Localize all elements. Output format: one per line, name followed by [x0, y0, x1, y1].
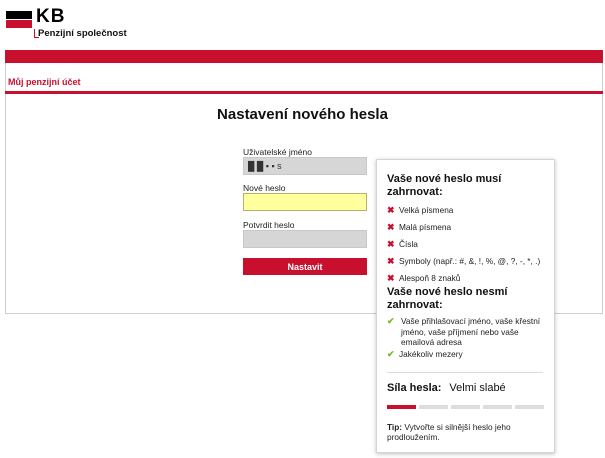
- tip-text: Vytvořte si silnější heslo jeho prodloužením.: [387, 422, 511, 442]
- strength-bar-segment: [515, 405, 544, 409]
- password-strength: [387, 382, 506, 394]
- cross-icon: ✖: [387, 239, 395, 249]
- password-tip: [387, 422, 545, 442]
- new-password-label: Nové heslo: [243, 183, 286, 193]
- requirement-item: ✖ Čísla: [387, 239, 418, 249]
- header-red-bar: [5, 50, 603, 63]
- cross-icon: ✖: [387, 273, 395, 283]
- must-contain-title: Vaše nové heslo musí zahrnovat:: [387, 173, 502, 198]
- check-icon: ✔: [387, 349, 395, 359]
- confirm-password-label: Potvrdit heslo: [243, 220, 295, 230]
- requirement-item: ✖ Alespoň 8 znaků: [387, 273, 461, 283]
- kb-logo-mark-icon: [6, 11, 32, 28]
- requirement-item: ✖ Velká písmena: [387, 205, 454, 215]
- strength-bar-segment: [387, 405, 416, 409]
- nav-divider: [5, 91, 603, 94]
- new-password-input[interactable]: [243, 193, 367, 211]
- password-requirements-popup: [376, 159, 555, 453]
- requirement-item: ✖ Symboly (např.: #, &, !, %, @, ?, -, *, .): [387, 256, 541, 266]
- strength-label: Síla hesla:: [387, 382, 442, 394]
- username-label: Uživatelské jméno: [243, 147, 312, 157]
- logo-text: KB: [36, 6, 66, 27]
- strength-bar-segment: [483, 405, 512, 409]
- confirm-password-input[interactable]: [243, 230, 367, 248]
- must-not-contain-title: Vaše nové heslo nesmí zahrnovat:: [387, 286, 508, 311]
- popup-divider: [387, 372, 543, 373]
- strength-bar-segment: [451, 405, 480, 409]
- cross-icon: ✖: [387, 205, 395, 215]
- requirement-item: ✖ Malá písmena: [387, 222, 452, 232]
- tip-label: Tip:: [387, 422, 403, 432]
- restriction-item: ✔ Vaše přihlašovací jméno, vaše křestní jméno, vaše příjmení nebo vaše emailová adresa: [387, 316, 541, 347]
- username-field: █ █ ▪ ▪ s: [243, 157, 367, 175]
- cross-icon: ✖: [387, 222, 395, 232]
- strength-meter: [387, 405, 544, 409]
- cross-icon: ✖: [387, 256, 395, 266]
- restriction-item: ✔ Jakékoliv mezery: [387, 349, 463, 359]
- page-title: Nastavení nového hesla: [217, 106, 388, 123]
- submit-button[interactable]: Nastavit: [243, 258, 367, 275]
- logo-subtitle: Penzijní společnost: [38, 28, 127, 39]
- check-icon: ✔: [387, 316, 395, 326]
- my-account-link[interactable]: Můj penzijní účet: [8, 77, 81, 87]
- strength-bar-segment: [419, 405, 448, 409]
- strength-value: Velmi slabé: [449, 382, 506, 394]
